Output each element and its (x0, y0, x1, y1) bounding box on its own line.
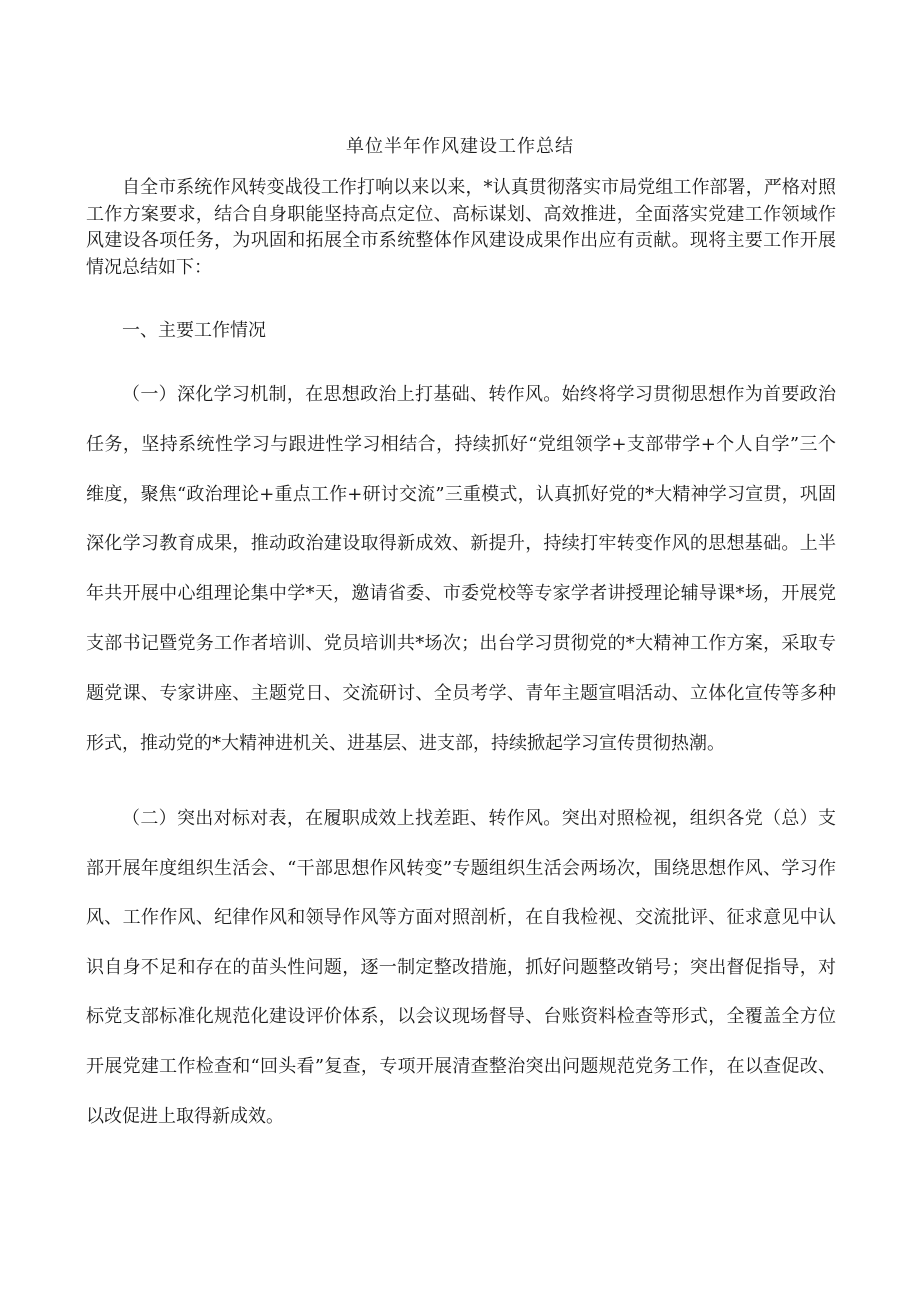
document-title: 单位半年作风建设工作总结 (346, 136, 574, 157)
intro-paragraph: 自全市系统作风转变战役工作打响以来以来，*认真贯彻落实市局党组工作部署，严格对照工作方案要求，结合自身职能坚持高点定位、高标谋划、高效推进，全面落实党建工作领域作风建设各项任务，为巩固和拓展全市系统整体作风建设成果作出应有贡献。现将主要工作开展情况总结如下： (86, 177, 836, 278)
subsection-2-paragraph: （二）突出对标对表，在履职成效上找差距、转作风。突出对照检视，组织各党（总）支部开展年度组织生活会、“干部思想作风转变”专题组织生活会两场次，围绕思想作风、学习作风、工作作风、纪律作风和领导作风等方面对照剖析，在自我检视、交流批评、征求意见中认识自身不足和存在的苗头性问题，逐一制定整改措施，抓好问题整改销号；突出督促指导，对标党支部标准化规范化建设评价体系，以会议现场督导、台账资料检查等形式，全覆盖全方位开展党建工作检查和“回头看”复查，专项开展清查整治突出问题规范党务工作，在以查促改、以改促进上取得新成效。 (86, 808, 836, 1127)
subsection-1-paragraph: （一）深化学习机制，在思想政治上打基础、转作风。始终将学习贯彻思想作为首要政治任务，坚持系统性学习与跟进性学习相结合，持续抓好“党组领学+支部带学+个人自学”三个维度，聚焦“政治理论+重点工作+研讨交流”三重模式，认真抓好党的*大精神学习宣贯，巩固深化学习教育成果，推动政治建设取得新成效、新提升，持续打牢转变作风的思想基础。上半年共开展中心组理论集中学*天，邀请省委、市委党校等专家学者讲授理论辅导课*场，开展党支部书记暨党务工作者培训、党员培训共*场次；出台学习贯彻党的*大精神工作方案，采取专题党课、专家讲座、主题党日、交流研讨、全员考学、青年主题宣唱活动、立体化宣传等多种形式，推动党的*大精神进机关、进基层、进支部，持续掀起学习宣传贯彻热潮。 (86, 384, 836, 754)
section-heading: 一、主要工作情况 (122, 320, 266, 341)
